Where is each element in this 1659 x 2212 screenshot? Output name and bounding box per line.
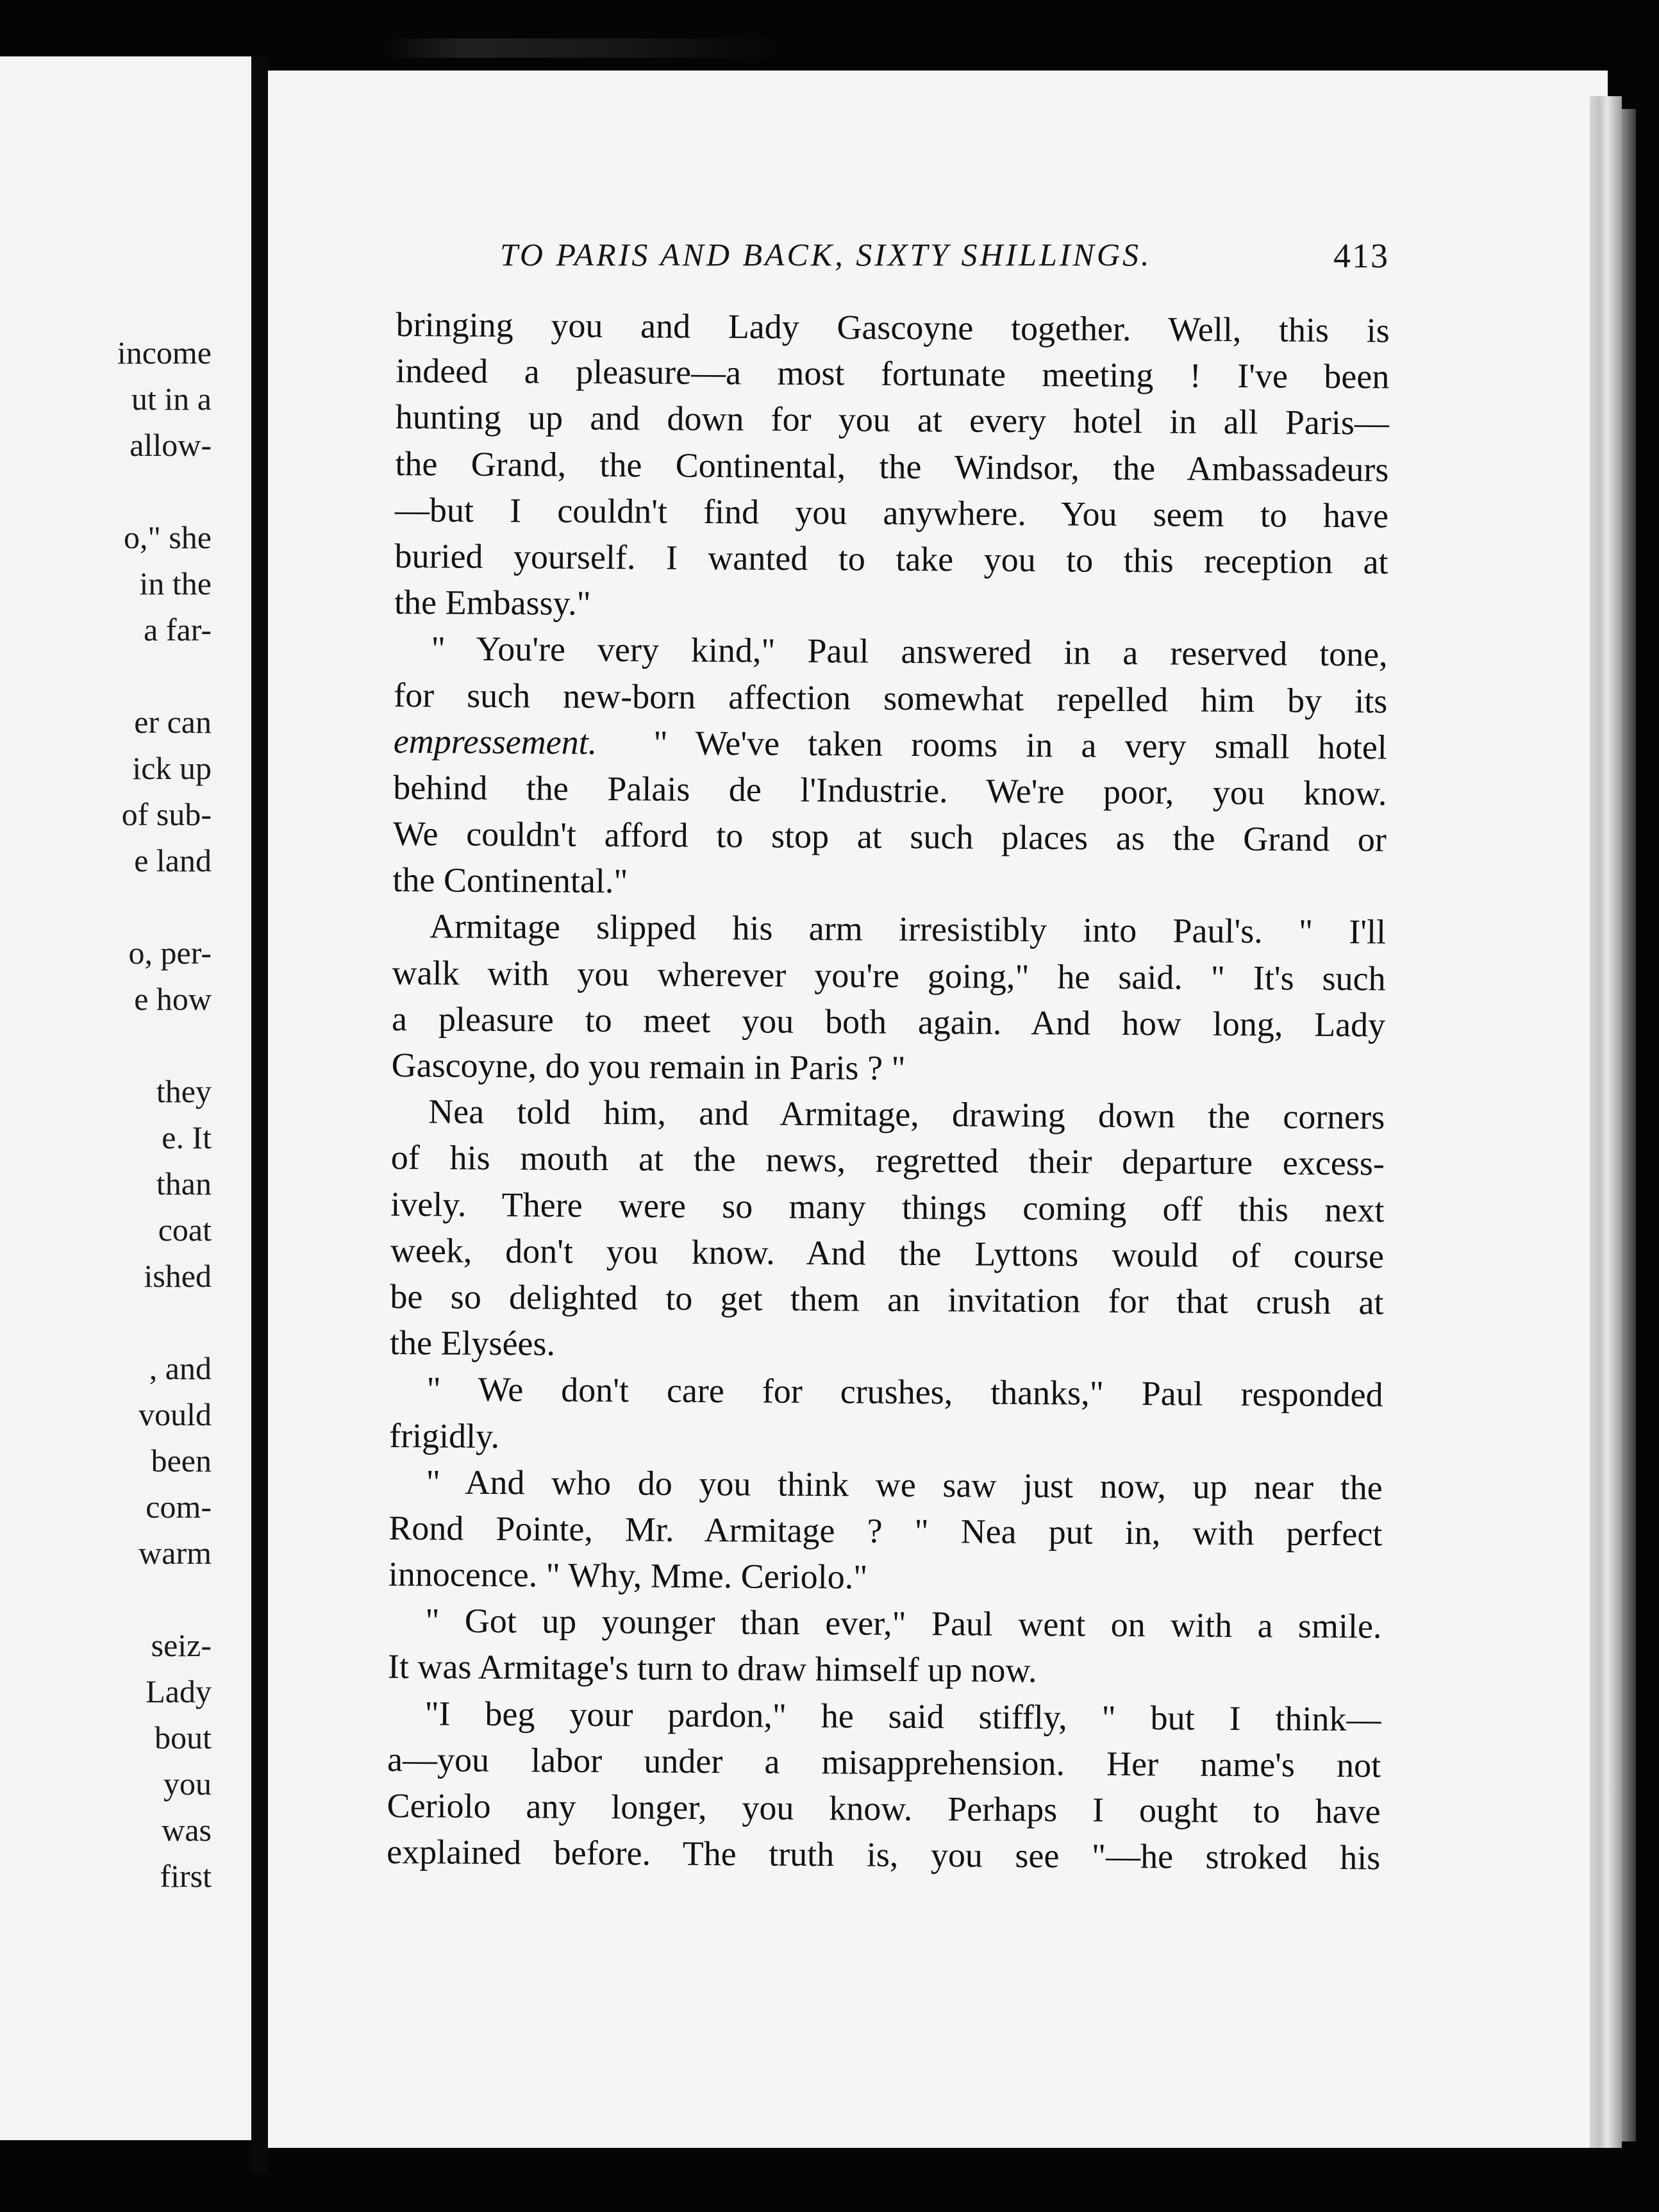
text-line-mixed	[394, 718, 1387, 771]
body-text	[387, 301, 1390, 1881]
left-line: income	[117, 335, 212, 371]
text-line: the Continental."	[392, 860, 628, 901]
text-line: " Got up younger than ever," Paul went on with a smile.	[425, 1601, 1382, 1646]
text-line: be so delighted to get them an invitation for that crush at	[390, 1277, 1384, 1322]
text-line: It was Armitage's turn to draw himself up now.	[387, 1647, 1037, 1690]
left-line: e land	[134, 842, 212, 878]
text-line: hunting up and down for you at every hotel in all Paris—	[395, 398, 1390, 442]
text-line: Rond Pointe, Mr. Armitage ? " Nea put in, with perfect	[388, 1508, 1383, 1554]
left-line: first	[160, 1858, 212, 1894]
text-line: Armitage slipped his arm irresistibly into Paul's. " I'll	[429, 907, 1387, 951]
left-line: bout	[154, 1720, 212, 1755]
text-line: a pleasure to meet you both again. And how long, Lady	[391, 999, 1386, 1044]
left-page-fragment	[0, 56, 251, 2140]
page-edge	[1590, 96, 1622, 2148]
left-line: was	[162, 1812, 212, 1848]
text-line: week, don't you know. And the Lyttons would of course	[390, 1230, 1385, 1276]
left-line: coat	[158, 1212, 212, 1248]
left-line: allow-	[129, 427, 212, 463]
text-line: " We don't care for crushes, thanks," Paul responded	[426, 1370, 1383, 1414]
running-head: TO PARIS AND BACK, SIXTY SHILLINGS.	[500, 237, 1152, 272]
text-line: of his mouth at the news, regretted their departure excess-	[390, 1138, 1385, 1183]
left-line: ished	[144, 1258, 212, 1294]
text-line: ively. There were so many things coming off this next	[390, 1184, 1385, 1230]
text-line: "I beg your pardon," he said stiffly, " but I think—	[424, 1693, 1381, 1739]
text-line: We couldn't afford to stop at such places as the Grand or	[392, 814, 1387, 859]
left-line: of sub-	[121, 796, 212, 832]
italic-word: empressement.	[393, 721, 597, 762]
text-line: the Grand, the Continental, the Windsor, the Ambassadeurs	[395, 444, 1389, 489]
text-line: Nea told him, and Armitage, drawing down the corners	[428, 1092, 1385, 1137]
scan-smudge	[385, 38, 782, 58]
text-line: Ceriolo any longer, you know. Perhaps I ought to have	[387, 1786, 1381, 1831]
text-line: —but I couldn't find you anywhere. You seem to have	[394, 490, 1389, 535]
left-line: o, per-	[128, 935, 212, 971]
left-line: vould	[138, 1396, 212, 1432]
text-line: behind the Palais de l'Industrie. We're poor, you know.	[393, 767, 1387, 813]
text-line: innocence. " Why, Mme. Ceriolo."	[388, 1555, 868, 1596]
left-line: ut in a	[131, 381, 212, 417]
left-line: com-	[146, 1489, 212, 1525]
left-line: ick up	[132, 750, 212, 786]
left-line: Lady	[146, 1673, 212, 1709]
text-line: the Embassy."	[394, 583, 591, 623]
text-line: walk with you wherever you're going," he said. " It's such	[392, 953, 1386, 998]
left-line: a far-	[144, 612, 212, 648]
left-line: warm	[138, 1535, 212, 1571]
book-gutter	[251, 56, 268, 2172]
text-line: for such new-born affection somewhat repelled him by its	[394, 675, 1388, 720]
left-line: e. It	[162, 1119, 212, 1155]
left-line: you	[163, 1766, 212, 1802]
left-line: o," she	[123, 519, 212, 555]
left-line: er can	[134, 704, 212, 740]
text-line: " You're very kind," Paul answered in a reserved tone,	[431, 629, 1388, 674]
text-line: explained before. The truth is, you see "—he stroked his	[387, 1832, 1381, 1877]
text-line: bringing you and Lady Gascoyne together. Well, this is	[396, 305, 1390, 350]
text-line-rest: " We've taken rooms in a very small hotel	[653, 723, 1387, 767]
left-line: seiz-	[151, 1627, 212, 1663]
text-line: Gascoyne, do you remain in Paris ? "	[391, 1045, 906, 1087]
left-line: in the	[139, 566, 212, 601]
left-line: e how	[134, 981, 212, 1017]
text-line: frigidly.	[389, 1416, 500, 1455]
left-line: they	[156, 1073, 212, 1109]
text-line: " And who do you think we saw just now, up near the	[426, 1462, 1383, 1507]
left-line: been	[151, 1443, 212, 1479]
left-line: than	[156, 1166, 212, 1202]
text-line: a—you labor under a misapprehension. Her name's not	[387, 1739, 1381, 1785]
left-line: , and	[149, 1350, 212, 1386]
page-number: 413	[1333, 237, 1389, 275]
text-line: buried yourself. I wanted to take you to this reception at	[394, 536, 1388, 582]
page-edge-shadow	[1622, 109, 1636, 2141]
text-line: the Elysées.	[389, 1323, 556, 1363]
text-line: indeed a pleasure—a most fortunate meeting ! I've been	[396, 351, 1390, 396]
